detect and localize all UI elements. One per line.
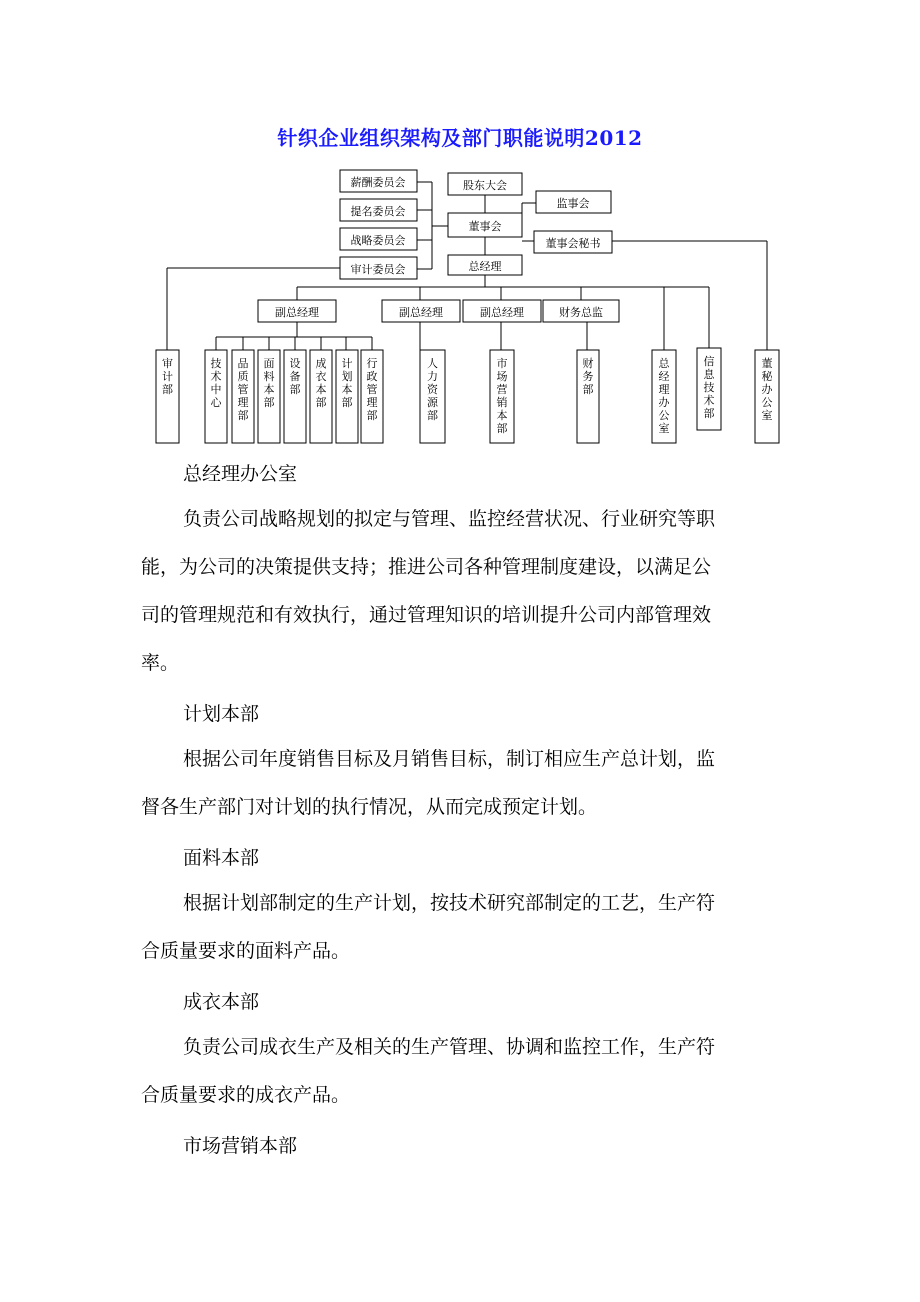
paragraph-line: 司的管理规范和有效执行，通过管理知识的培训提升公司内部管理效 bbox=[141, 604, 712, 626]
department-box bbox=[284, 350, 306, 443]
paragraph-line: 负责公司成衣生产及相关的生产管理、协调和监控工作，生产符 bbox=[183, 1036, 716, 1058]
department-box bbox=[232, 350, 254, 443]
department-label: 技术中心 bbox=[210, 357, 222, 409]
paragraph-line: 督各生产部门对计划的执行情况，从而完成预定计划。 bbox=[141, 796, 598, 818]
paragraph-line: 能，为公司的决策提供支持；推进公司各种管理制度建设，以满足公 bbox=[141, 556, 712, 578]
svg-text:董事会: 董事会 bbox=[468, 220, 502, 233]
paragraph-line: 合质量要求的成衣产品。 bbox=[141, 1084, 351, 1106]
svg-text:董事会秘书: 董事会秘书 bbox=[545, 237, 601, 250]
paragraph-line: 根据公司年度销售目标及月销售目标，制订相应生产总计划，监 bbox=[183, 748, 716, 770]
department-label: 设备部 bbox=[289, 357, 301, 396]
section-heading: 成衣本部 bbox=[183, 991, 260, 1013]
department-label: 董秘办公室 bbox=[761, 357, 773, 422]
department-box bbox=[577, 350, 599, 443]
shareholders-meeting bbox=[448, 173, 522, 195]
department-label: 成衣本部 bbox=[315, 357, 327, 409]
department-box bbox=[205, 350, 227, 443]
svg-text:总经理: 总经理 bbox=[468, 260, 502, 273]
org-chart bbox=[0, 0, 920, 460]
svg-text:战略委员会: 战略委员会 bbox=[350, 234, 406, 247]
supervisory-board bbox=[536, 191, 611, 213]
department-box bbox=[755, 350, 779, 443]
department-box bbox=[310, 350, 332, 443]
department-box bbox=[490, 350, 514, 443]
department-label: 市场营销本部 bbox=[496, 357, 508, 435]
committee-audit bbox=[340, 257, 417, 279]
department-box bbox=[652, 350, 676, 443]
department-box bbox=[336, 350, 358, 443]
svg-text:股东大会: 股东大会 bbox=[463, 179, 507, 192]
svg-text:副总经理: 副总经理 bbox=[480, 306, 524, 319]
paragraph-line: 率。 bbox=[141, 652, 180, 674]
svg-text:监事会: 监事会 bbox=[556, 197, 590, 210]
department-box bbox=[156, 350, 179, 443]
department-label: 行政管理部 bbox=[366, 357, 378, 422]
department-label: 审计部 bbox=[162, 357, 173, 396]
vice-general-manager-2 bbox=[382, 300, 460, 322]
paragraph-line: 负责公司战略规划的拟定与管理、监控经营状况、行业研究等职 bbox=[183, 508, 716, 530]
department-label: 总经理办公室 bbox=[658, 357, 670, 435]
svg-text:提名委员会: 提名委员会 bbox=[350, 205, 406, 218]
department-box bbox=[361, 350, 383, 443]
general-manager bbox=[448, 255, 522, 275]
department-box bbox=[697, 348, 721, 430]
paragraph-line: 根据计划部制定的生产计划，按技术研究部制定的工艺，生产符 bbox=[183, 892, 716, 914]
department-box bbox=[258, 350, 280, 443]
chief-financial-officer bbox=[543, 300, 619, 322]
paragraph-line: 合质量要求的面料产品。 bbox=[141, 940, 351, 962]
department-label: 品质管理部 bbox=[237, 357, 249, 422]
department-box bbox=[420, 350, 445, 443]
section-heading: 总经理办公室 bbox=[183, 463, 298, 485]
vice-general-manager-3 bbox=[463, 300, 541, 322]
department-label: 面料本部 bbox=[263, 357, 275, 409]
section-heading: 面料本部 bbox=[183, 847, 260, 869]
committee-nomination bbox=[340, 199, 417, 221]
department-label: 计划本部 bbox=[341, 357, 353, 409]
svg-text:副总经理: 副总经理 bbox=[399, 306, 443, 319]
svg-text:财务总监: 财务总监 bbox=[559, 306, 603, 319]
department-label: 财务部 bbox=[582, 357, 594, 396]
section-heading: 市场营销本部 bbox=[183, 1135, 298, 1157]
department-label: 信息技术部 bbox=[703, 355, 715, 420]
department-label: 人力资源部 bbox=[427, 357, 438, 422]
vice-general-manager-1 bbox=[258, 300, 336, 322]
committee-salary bbox=[340, 170, 417, 192]
board-secretary bbox=[534, 231, 612, 253]
department-boxes bbox=[156, 348, 779, 443]
committee-strategy bbox=[340, 228, 417, 250]
section-heading: 计划本部 bbox=[183, 703, 260, 725]
board-of-directors bbox=[448, 213, 522, 237]
svg-text:审计委员会: 审计委员会 bbox=[350, 263, 406, 276]
svg-text:副总经理: 副总经理 bbox=[275, 306, 319, 319]
document-title: 针织企业组织架构及部门职能说明2012 bbox=[277, 126, 643, 150]
svg-text:薪酬委员会: 薪酬委员会 bbox=[350, 176, 406, 189]
